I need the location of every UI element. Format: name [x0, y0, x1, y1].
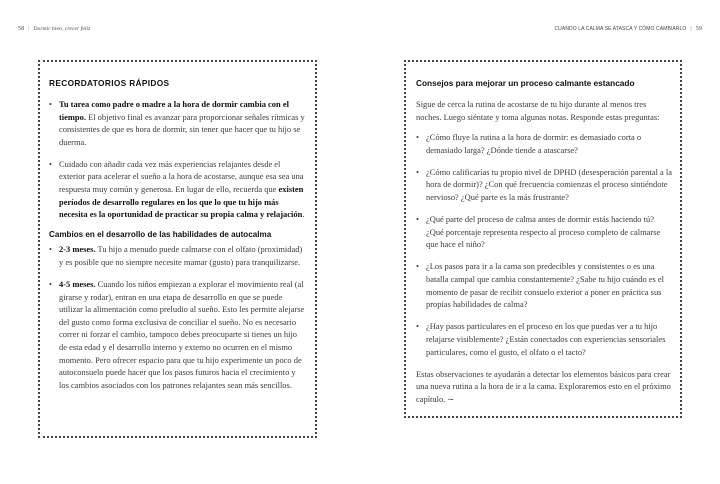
reminder-bold-text: existen períodos de desarrollo regulares en los que lo que tu hijo más necesita es la oportunidad de practicar su propia calma y relajación — [59, 184, 304, 220]
bullet-icon: • — [416, 132, 419, 143]
question-text: ¿Los pasos para ir a la cama son predecibles y consistentes o es una batalla campal que cambia constantemente? ¿Sabe tu hijo cuándo es el momento de pasar de recibir consuelo exterior a poner en práctica sus propias habilidades de calma? — [426, 261, 665, 310]
question-text: ¿Cómo calificarías tu propio nivel de DPHD (desesperación parental a la hora de dormir)? ¿Con qué frecuencia comienzas el proceso sintiéndote nervioso? ¿Qué parte es la más frustrante? — [426, 166, 673, 203]
list-item — [416, 320, 672, 358]
development-text: Cuando los niños empiezan a explorar el movimiento real (al girarse y rodar), entran en una etapa de desarrollo en que se puede utilizar la alimentación como preludio al sueño. Esto les permite alejarse del gusto como forma exclusiva de conciliar el sueño. No es necesario correr ni forzar el cambio, tampoco debes preocuparte si tienes un hijo de esta edad y el desarrollo interno y externo no ocurren en el mismo momento. Pero ofrecer espacio para que tu hijo experimente un poco de autoconsuelo puede hacer que los pasos futuros hacia el crecimiento y los cambios asociados con los patrones relajantes sean más sencillos. — [59, 279, 305, 390]
bullet-icon: • — [416, 166, 419, 177]
tips-outro — [416, 368, 672, 406]
tips-heading: Consejos para mejorar un proceso calmante estancado — [416, 78, 635, 88]
reminders-list — [49, 98, 307, 221]
questions-list — [416, 131, 672, 358]
left-running-title: Dormir bien, crecer feliz — [33, 26, 91, 32]
header-separator: | — [28, 26, 30, 32]
bullet-icon: • — [416, 321, 419, 332]
list-item — [416, 166, 672, 204]
bullet-icon: • — [416, 261, 419, 272]
age-label: 4-5 meses. — [59, 279, 96, 290]
quick-reminders-heading: RECORDATORIOS RÁPIDOS — [49, 78, 170, 88]
reminder-text: El objetivo final es avanzar para proporcionar señales rítmicas y consistentes de que es hora de dormir, sin tener que hacer que tu hijo se duerma. — [59, 111, 305, 147]
list-item — [416, 260, 672, 310]
reminder-text: . — [302, 209, 305, 220]
right-running-header — [554, 26, 702, 32]
reminder-bold-text: Tu tarea como padre o madre a la hora de dormir cambia con el tiempo. — [59, 99, 289, 122]
question-text: ¿Cómo fluye la rutina a la hora de dormir: es demasiado corta o demasiado larga? ¿Dónde tiende a atascarse? — [426, 132, 642, 155]
age-label: 2-3 meses. — [59, 244, 96, 255]
self-soothing-subheading: Cambios en el desarrollo de las habilidades de autocalma — [49, 230, 272, 240]
right-running-title: CUANDO LA CALMA SE ATASCA Y CÓMO CAMBIARLO — [554, 26, 687, 32]
bullet-icon: • — [49, 244, 52, 255]
outro-text: Estas observaciones te ayudarán a detectar los elementos básicos para crear una nueva rutina a la hora de ir a la cama. Exploraremos esto en el próximo capítulo. — [416, 368, 671, 404]
right-page-number: 59 — [695, 26, 702, 32]
list-item — [416, 131, 672, 156]
quick-reminders-box — [38, 60, 317, 438]
list-item — [49, 98, 307, 148]
development-text: Tu hijo a menudo puede calmarse con el olfato (proximidad) y es posible que no siempre necesite mamar (gusto) para tranquilizarse. — [59, 244, 303, 267]
reminder-text: Cuidado con añadir cada vez más experiencias relajantes desde el exterior para acelerar el sueño a la hora de acostarse, aunque esa sea una respuesta muy común y generosa. En lugar de ello, recuerda que — [59, 158, 304, 195]
development-list — [49, 243, 307, 391]
tips-intro: Sigue de cerca la rutina de acostarse de tu hijo durante al menos tres noches. Luego siéntate y toma algunas notas. Responde estas preguntas: — [416, 99, 660, 122]
tips-box — [404, 60, 682, 418]
end-mark-icon: ∼ — [447, 393, 455, 404]
header-separator: | — [690, 26, 692, 32]
question-text: ¿Hay pasos particulares en el proceso en los que puedas ver a tu hijo relajarse visiblemente? ¿Están conectados con experiencias sensoriales particulares, como el gusto, el olfato o el tacto? — [426, 321, 666, 357]
bullet-icon: • — [49, 279, 52, 290]
bullet-icon: • — [49, 158, 52, 169]
list-item — [49, 158, 307, 221]
left-page-number: 58 — [18, 26, 25, 32]
list-item — [416, 213, 672, 251]
list-item — [49, 278, 307, 391]
left-running-header — [18, 26, 90, 32]
list-item — [49, 243, 307, 268]
bullet-icon: • — [49, 99, 52, 109]
bullet-icon: • — [416, 214, 419, 225]
question-text: ¿Qué parte del proceso de calma antes de dormir estás haciendo tú? ¿Qué porcentaje representa respecto al proceso completo de calmarse que hace el niño? — [426, 214, 661, 250]
